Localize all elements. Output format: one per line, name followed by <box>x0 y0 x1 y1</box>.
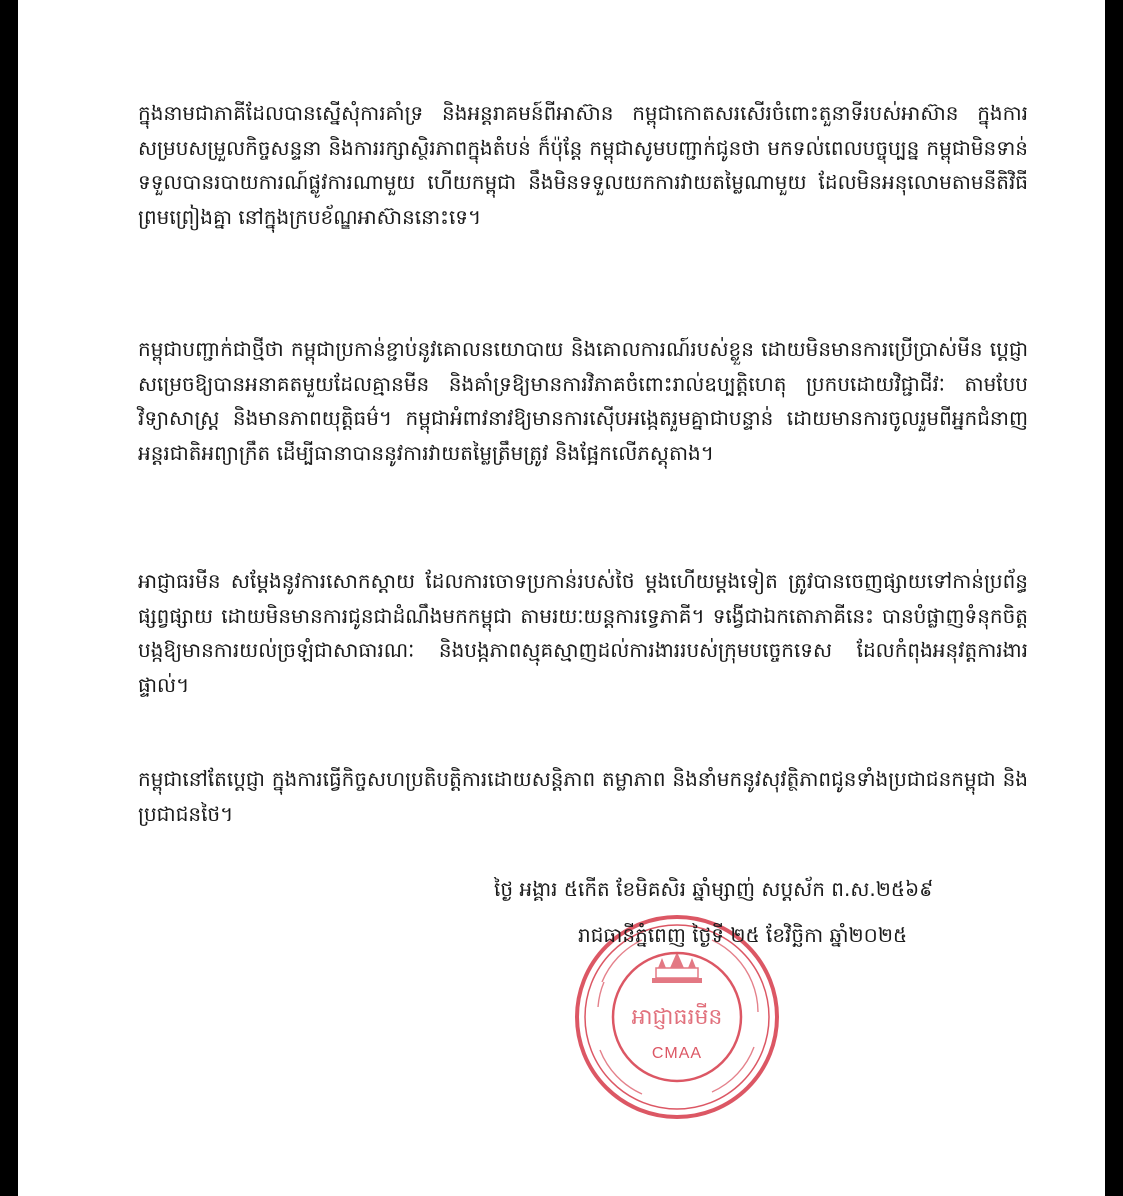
document-page <box>18 0 1105 1196</box>
seal-khmer-name-lettering <box>632 1003 723 1030</box>
paragraph-mine-policy: កម្ពុជាបញ្ជាក់ជាថ្មីថា កម្ពុជាប្រកាន់ខ្ជាប់នូវគោលនយោបាយ និងគោលការណ៍របស់ខ្លួន ដោយមិនមានការប្រើប្រាស់មីន ប្តេជ្ញាសម្រេចឱ្យបានអនាគតមួយដែលគ្មានមីន និងគាំទ្រឱ្យមានការវិភាគចំពោះរាល់ឧប្បត្តិហេតុ ប្រកបដោយវិជ្ជាជីវៈ តាមបែបវិទ្យាសាស្ត្រ និងមានភាពយុត្តិធម៌។ កម្ពុជាអំពាវនាវឱ្យមានការស៊ើបអង្កេតរួមគ្នាជាបន្ទាន់ ដោយមានការចូលរួមពីអ្នកជំនាញអន្តរជាតិអព្យាក្រឹត ដើម្បីធានាបាននូវការវាយតម្លៃត្រឹមត្រូវ និងផ្អែកលើភស្តុតាង។ <box>138 337 1028 465</box>
paragraph-commitment: កម្ពុជានៅតែប្តេជ្ញា ក្នុងការធ្វើកិច្ចសហប្រតិបត្តិការដោយសន្តិភាព តម្លាភាព និងនាំមកនូវសុវត្ថិភាពជូនទាំងប្រជាជនកម្ពុជា និងប្រជាជនថៃ។ <box>138 767 1028 826</box>
place-date-line: រាជធានីភ្នំពេញ ថ្ងៃទី ២៥ ខែវិច្ឆិកា ឆ្នាំ២០២៥ <box>578 923 908 947</box>
paragraph-mine-authority-regret: អាជ្ញាធរមីន សម្តែងនូវការសោកស្តាយ ដែលការចោទប្រកាន់របស់ថៃ ម្តងហើយម្តងទៀត ត្រូវបានចេញផ្សាយទៅកាន់ប្រព័ន្ធផ្សព្វផ្សាយ ដោយមិនមានការជូនជាដំណឹងមកកម្ពុជា តាមរយៈយន្តការទ្វេភាគី។ ទង្វើជាឯកតោភាគីនេះ បានបំផ្លាញទំនុកចិត្ត បង្កឱ្យមានការយល់ច្រឡំជាសាធារណៈ និងបង្កភាពស្មុគស្មាញដល់ការងាររបស់ក្រុមបច្ចេកទេស ដែលកំពុងអនុវត្តការងារផ្ទាល់។ <box>138 569 1028 697</box>
seal-abbreviation-lettering <box>652 1045 702 1062</box>
paragraph-asean-role: ក្នុងនាមជាភាគីដែលបានស្នើសុំការគាំទ្រ និងអន្តរាគមន៍ពីអាស៊ាន កម្ពុជាកោតសរសើរចំពោះតួនាទីរបស់អាស៊ាន ក្នុងការសម្របសម្រួលកិច្ចសន្ទនា និងការរក្សាស្ថិរភាពក្នុងតំបន់ ក៏ប៉ុន្តែ កម្ពុជាសូមបញ្ជាក់ជូនថា មកទល់ពេលបច្ចុប្បន្ន កម្ពុជាមិនទាន់ទទួលបានរបាយការណ៍ផ្លូវការណាមួយ ហើយកម្ពុជា នឹងមិនទទួលយកការវាយតម្លៃណាមួយ ដែលមិនអនុលោមតាមនីតិវិធីព្រមព្រៀងគ្នា នៅក្នុងក្របខ័ណ្ឌអាស៊ាននោះទេ។ <box>138 101 1028 229</box>
svg-text:CMAA: CMAA <box>651 1045 703 1062</box>
lunar-date-line: ថ្ងៃ អង្គារ ៥កើត ខែមិគសិរ ឆ្នាំម្សាញ់ សប្តស័ក ព.ស.២៥៦៩ <box>494 877 934 901</box>
svg-text:អាជ្ញាធរមីន: អាជ្ញាធរមីន <box>631 1005 723 1030</box>
